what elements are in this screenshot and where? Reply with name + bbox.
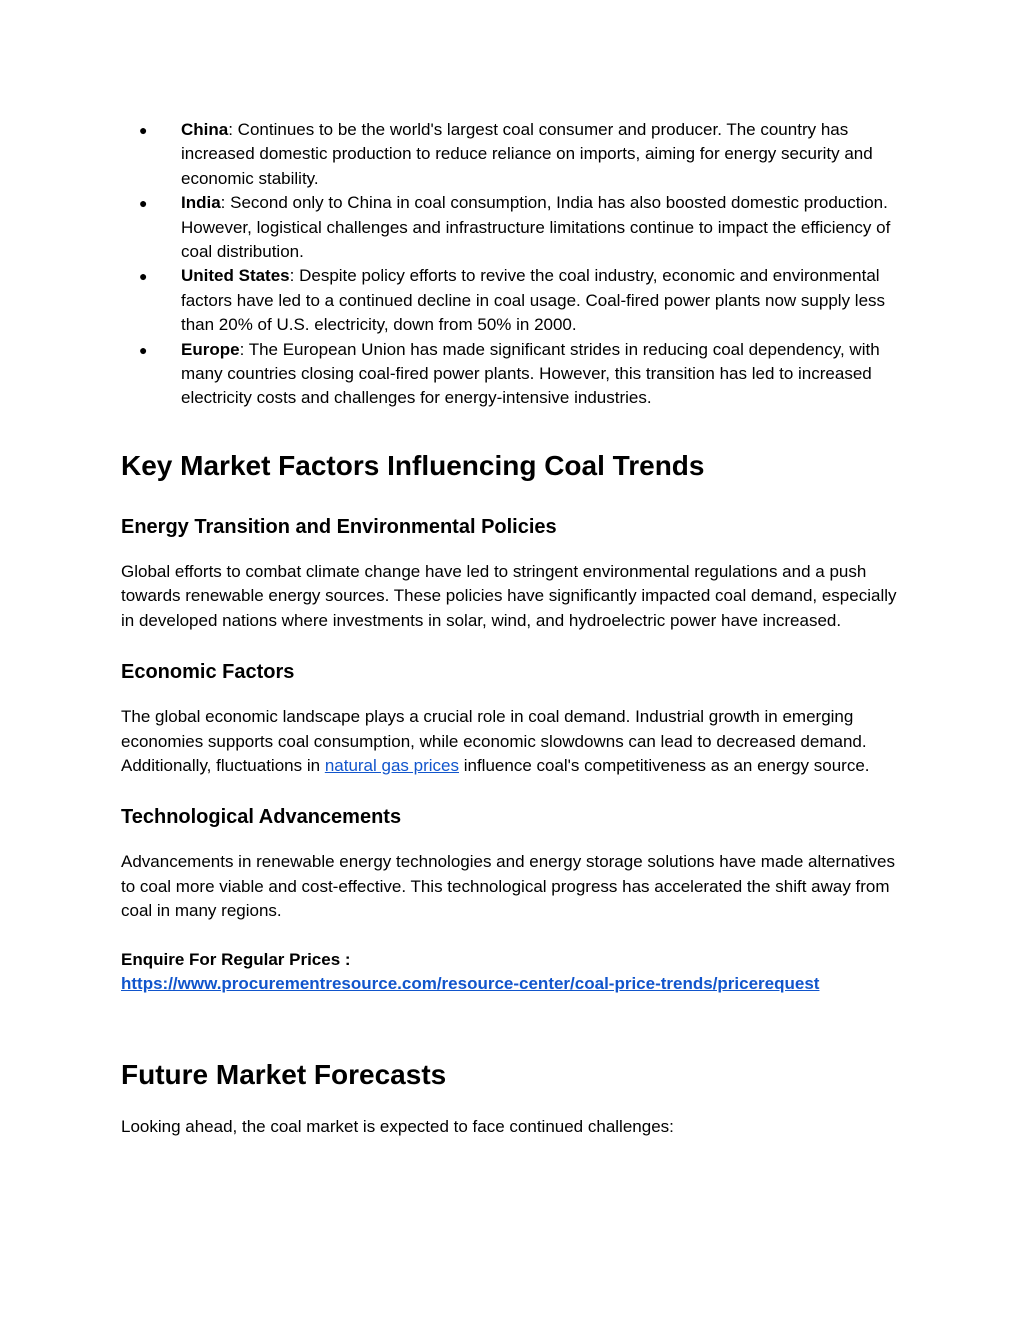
economic-factors-heading: Economic Factors xyxy=(121,661,295,684)
bullet-text: : Second only to China in coal consumption, India has also boosted domestic production. However, logistical challenges and infrastructure limitations continue to impact the efficiency of coal distribution. xyxy=(181,193,891,262)
technological-advancements-heading: Technological Advancements xyxy=(121,806,402,829)
bullet-text: : Despite policy efforts to revive the coal industry, economic and environmental factors have led to a continued decline in coal usage. Coal-fired power plants now supply less than 20% of U.S. electricity, down from 50% in 2000. xyxy=(181,266,886,335)
economic-factors-paragraph xyxy=(121,705,911,778)
bullet-term: United States xyxy=(181,266,290,286)
energy-transition-paragraph: Global efforts to combat climate change have led to stringent environmental regulations and a push towards renewable energy sources. These policies have significantly impacted coal demand, especially in developed nations where investments in solar, wind, and hydroelectric power have increased. xyxy=(121,561,897,630)
bullet-item-china xyxy=(121,118,911,191)
natural-gas-prices-link[interactable]: natural gas prices xyxy=(324,755,459,775)
future-forecasts-heading: Future Market Forecasts xyxy=(121,1059,447,1091)
bullet-term: Europe xyxy=(181,339,240,359)
document-page xyxy=(121,118,911,1140)
economic-text-before: The global economic landscape plays a crucial role in coal demand. Industrial growth in emerging economies supports coal consumption, while economic slowdowns can lead to decreased demand. Additionally, fluctuations in xyxy=(121,707,867,775)
bullet-item-united-states xyxy=(121,264,911,337)
enquire-block xyxy=(121,948,911,997)
key-factors-heading: Key Market Factors Influencing Coal Trends xyxy=(121,449,705,481)
bullet-text: : Continues to be the world's largest coal consumer and producer. The country has increased domestic production to reduce reliance on imports, aiming for energy security and economic stability. xyxy=(181,120,873,188)
bullet-text: : The European Union has made significant strides in reducing coal dependency, with many countries closing coal-fired power plants. However, this transition has led to increased electricity costs and challenges for energy-intensive industries. xyxy=(181,339,880,408)
bullet-item-europe xyxy=(121,338,911,411)
bullet-term: China xyxy=(181,120,229,139)
energy-transition-heading: Energy Transition and Environmental Policies xyxy=(121,515,557,538)
bullet-icon: ● xyxy=(139,122,148,138)
bullet-icon: ● xyxy=(139,268,148,285)
price-request-link[interactable]: https://www.procurementresource.com/resource-center/coal-price-trends/pricerequest xyxy=(121,973,820,993)
country-bullet-list xyxy=(121,118,911,411)
bullet-icon: ● xyxy=(139,195,148,212)
technological-advancements-paragraph: Advancements in renewable energy technologies and energy storage solutions have made alternatives to coal more viable and cost-effective. This technological progress has accelerated the shift away from coal in many regions. xyxy=(121,852,895,921)
enquire-label: Enquire For Regular Prices : xyxy=(121,949,351,969)
bullet-term: India xyxy=(181,193,221,213)
future-forecasts-paragraph: Looking ahead, the coal market is expected to face continued challenges: xyxy=(121,1117,674,1137)
bullet-item-india xyxy=(121,191,911,264)
bullet-icon: ● xyxy=(139,341,148,358)
economic-text-after: influence coal's competitiveness as an energy source. xyxy=(459,755,870,775)
